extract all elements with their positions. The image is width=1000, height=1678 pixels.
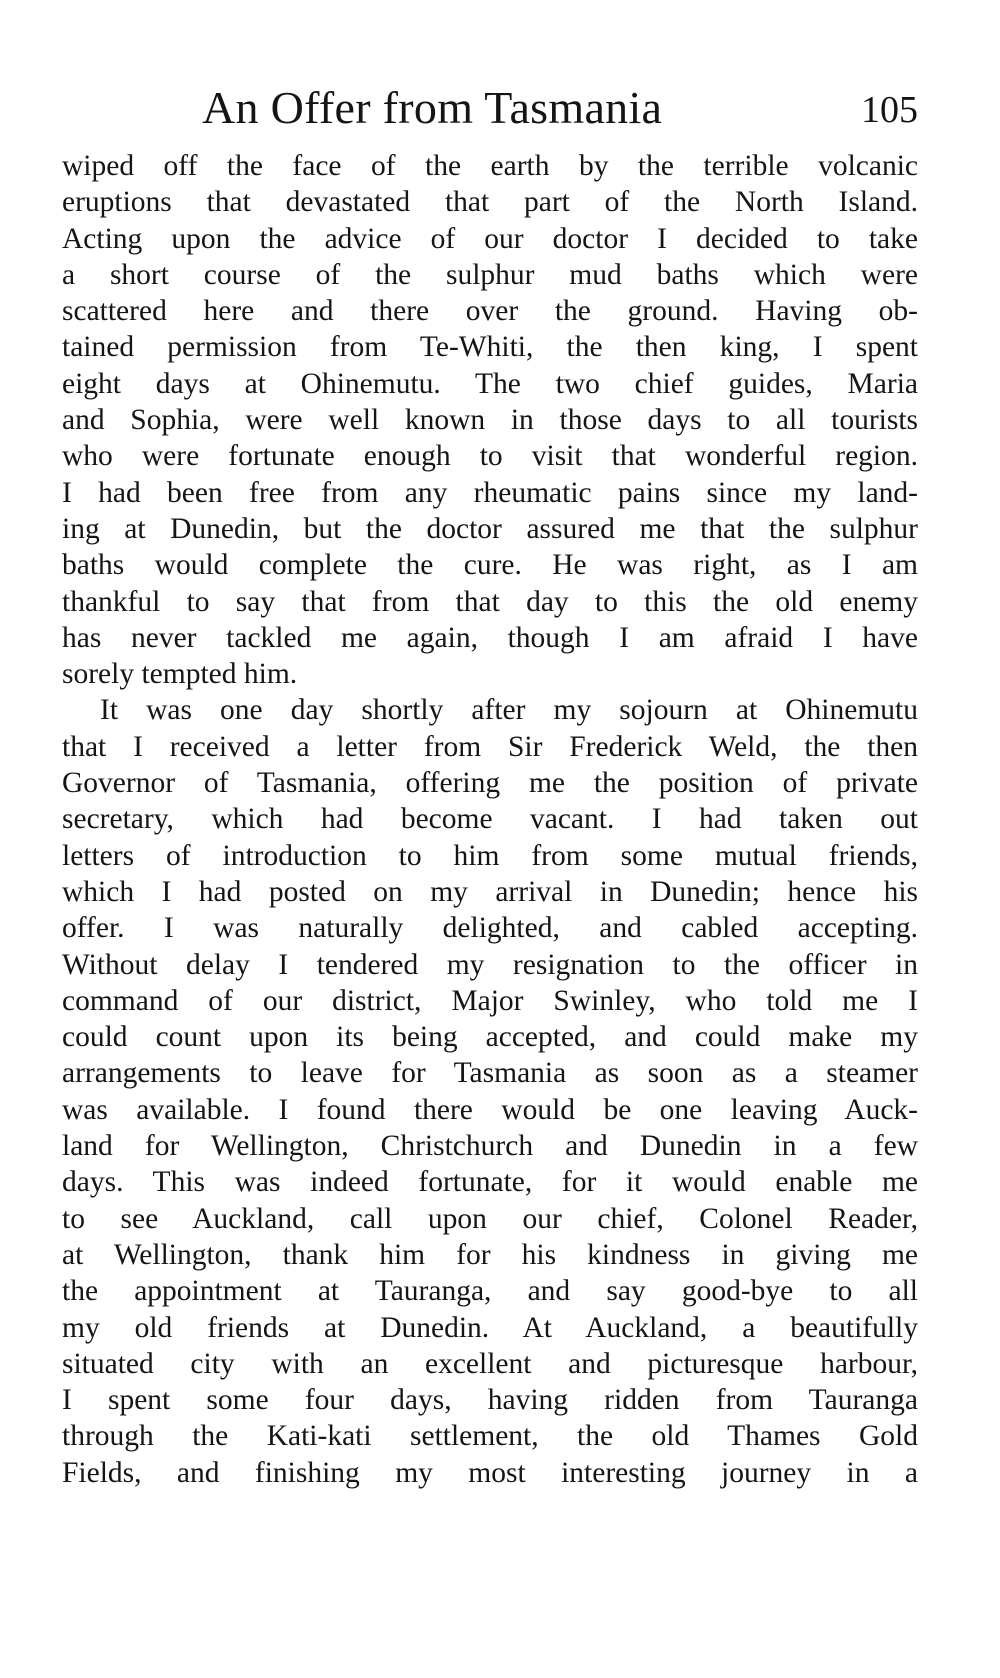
text-line: offer. I was naturally delighted, and cabled accepting.: [62, 912, 918, 945]
text-line: who were fortunate enough to visit that wonderful region.: [62, 440, 918, 473]
text-line: tained permission from Te-Whiti, the then king, I spent: [62, 331, 918, 364]
text-line: I spent some four days, having ridden from Tauranga: [62, 1384, 918, 1417]
text-line: a short course of the sulphur mud baths which were: [62, 258, 918, 291]
text-line: secretary, which had become vacant. I had taken out: [62, 803, 918, 836]
text-line: thankful to say that from that day to this the old enemy: [62, 585, 918, 618]
text-line: my old friends at Dunedin. At Auckland, a beautifully: [62, 1311, 918, 1344]
text-line: has never tackled me again, though I am afraid I have: [62, 621, 918, 654]
text-line: that I received a letter from Sir Frederick Weld, the then: [62, 730, 918, 763]
paragraph-end-line: sorely tempted him.: [62, 658, 298, 691]
body-text: [62, 148, 918, 1491]
text-line: which I had posted on my arrival in Dunedin; hence his: [62, 875, 918, 908]
chapter-title: An Offer from Tasmania: [202, 82, 663, 133]
text-line: baths would complete the cure. He was right, as I am: [62, 549, 918, 582]
text-line: Governor of Tasmania, offering me the position of private: [62, 767, 918, 800]
text-line: ing at Dunedin, but the doctor assured me that the sulphur: [62, 512, 918, 545]
text-line: to see Auckland, call upon our chief, Colonel Reader,: [62, 1202, 918, 1235]
text-line: at Wellington, thank him for his kindness in giving me: [62, 1238, 918, 1271]
text-line: land for Wellington, Christchurch and Dunedin in a few: [62, 1130, 918, 1163]
text-line: eruptions that devastated that part of the North Island.: [62, 186, 918, 219]
text-line: situated city with an excellent and picturesque harbour,: [62, 1347, 918, 1380]
text-line: scattered here and there over the ground. Having ob-: [62, 295, 918, 328]
text-line: command of our district, Major Swinley, who told me I: [62, 984, 918, 1017]
text-line: the appointment at Tauranga, and say good-bye to all: [62, 1275, 918, 1308]
text-line: Without delay I tendered my resignation to the officer in: [62, 948, 918, 981]
text-line: wiped off the face of the earth by the terrible volcanic: [62, 150, 918, 182]
text-line: I had been free from any rheumatic pains since my land-: [62, 476, 918, 509]
text-line: eight days at Ohinemutu. The two chief guides, Maria: [62, 367, 918, 400]
text-line: and Sophia, were well known in those days to all tourists: [62, 404, 918, 437]
text-line: Acting upon the advice of our doctor I decided to take: [62, 222, 918, 255]
text-line: was available. I found there would be one leaving Auck-: [62, 1093, 918, 1126]
text-line: could count upon its being accepted, and could make my: [62, 1021, 918, 1054]
text-line: through the Kati-kati settlement, the old Thames Gold: [62, 1420, 918, 1453]
running-head: [62, 78, 918, 138]
text-line: arrangements to leave for Tasmania as soon as a steamer: [62, 1057, 918, 1090]
text-line: days. This was indeed fortunate, for it would enable me: [62, 1166, 918, 1199]
text-line: Fields, and finishing my most interesting journey in a: [62, 1456, 918, 1489]
text-line: letters of introduction to him from some mutual friends,: [62, 839, 918, 872]
paragraph-start-line: It was one day shortly after my sojourn at Ohinemutu: [100, 694, 918, 727]
page-number: 105: [861, 89, 918, 131]
